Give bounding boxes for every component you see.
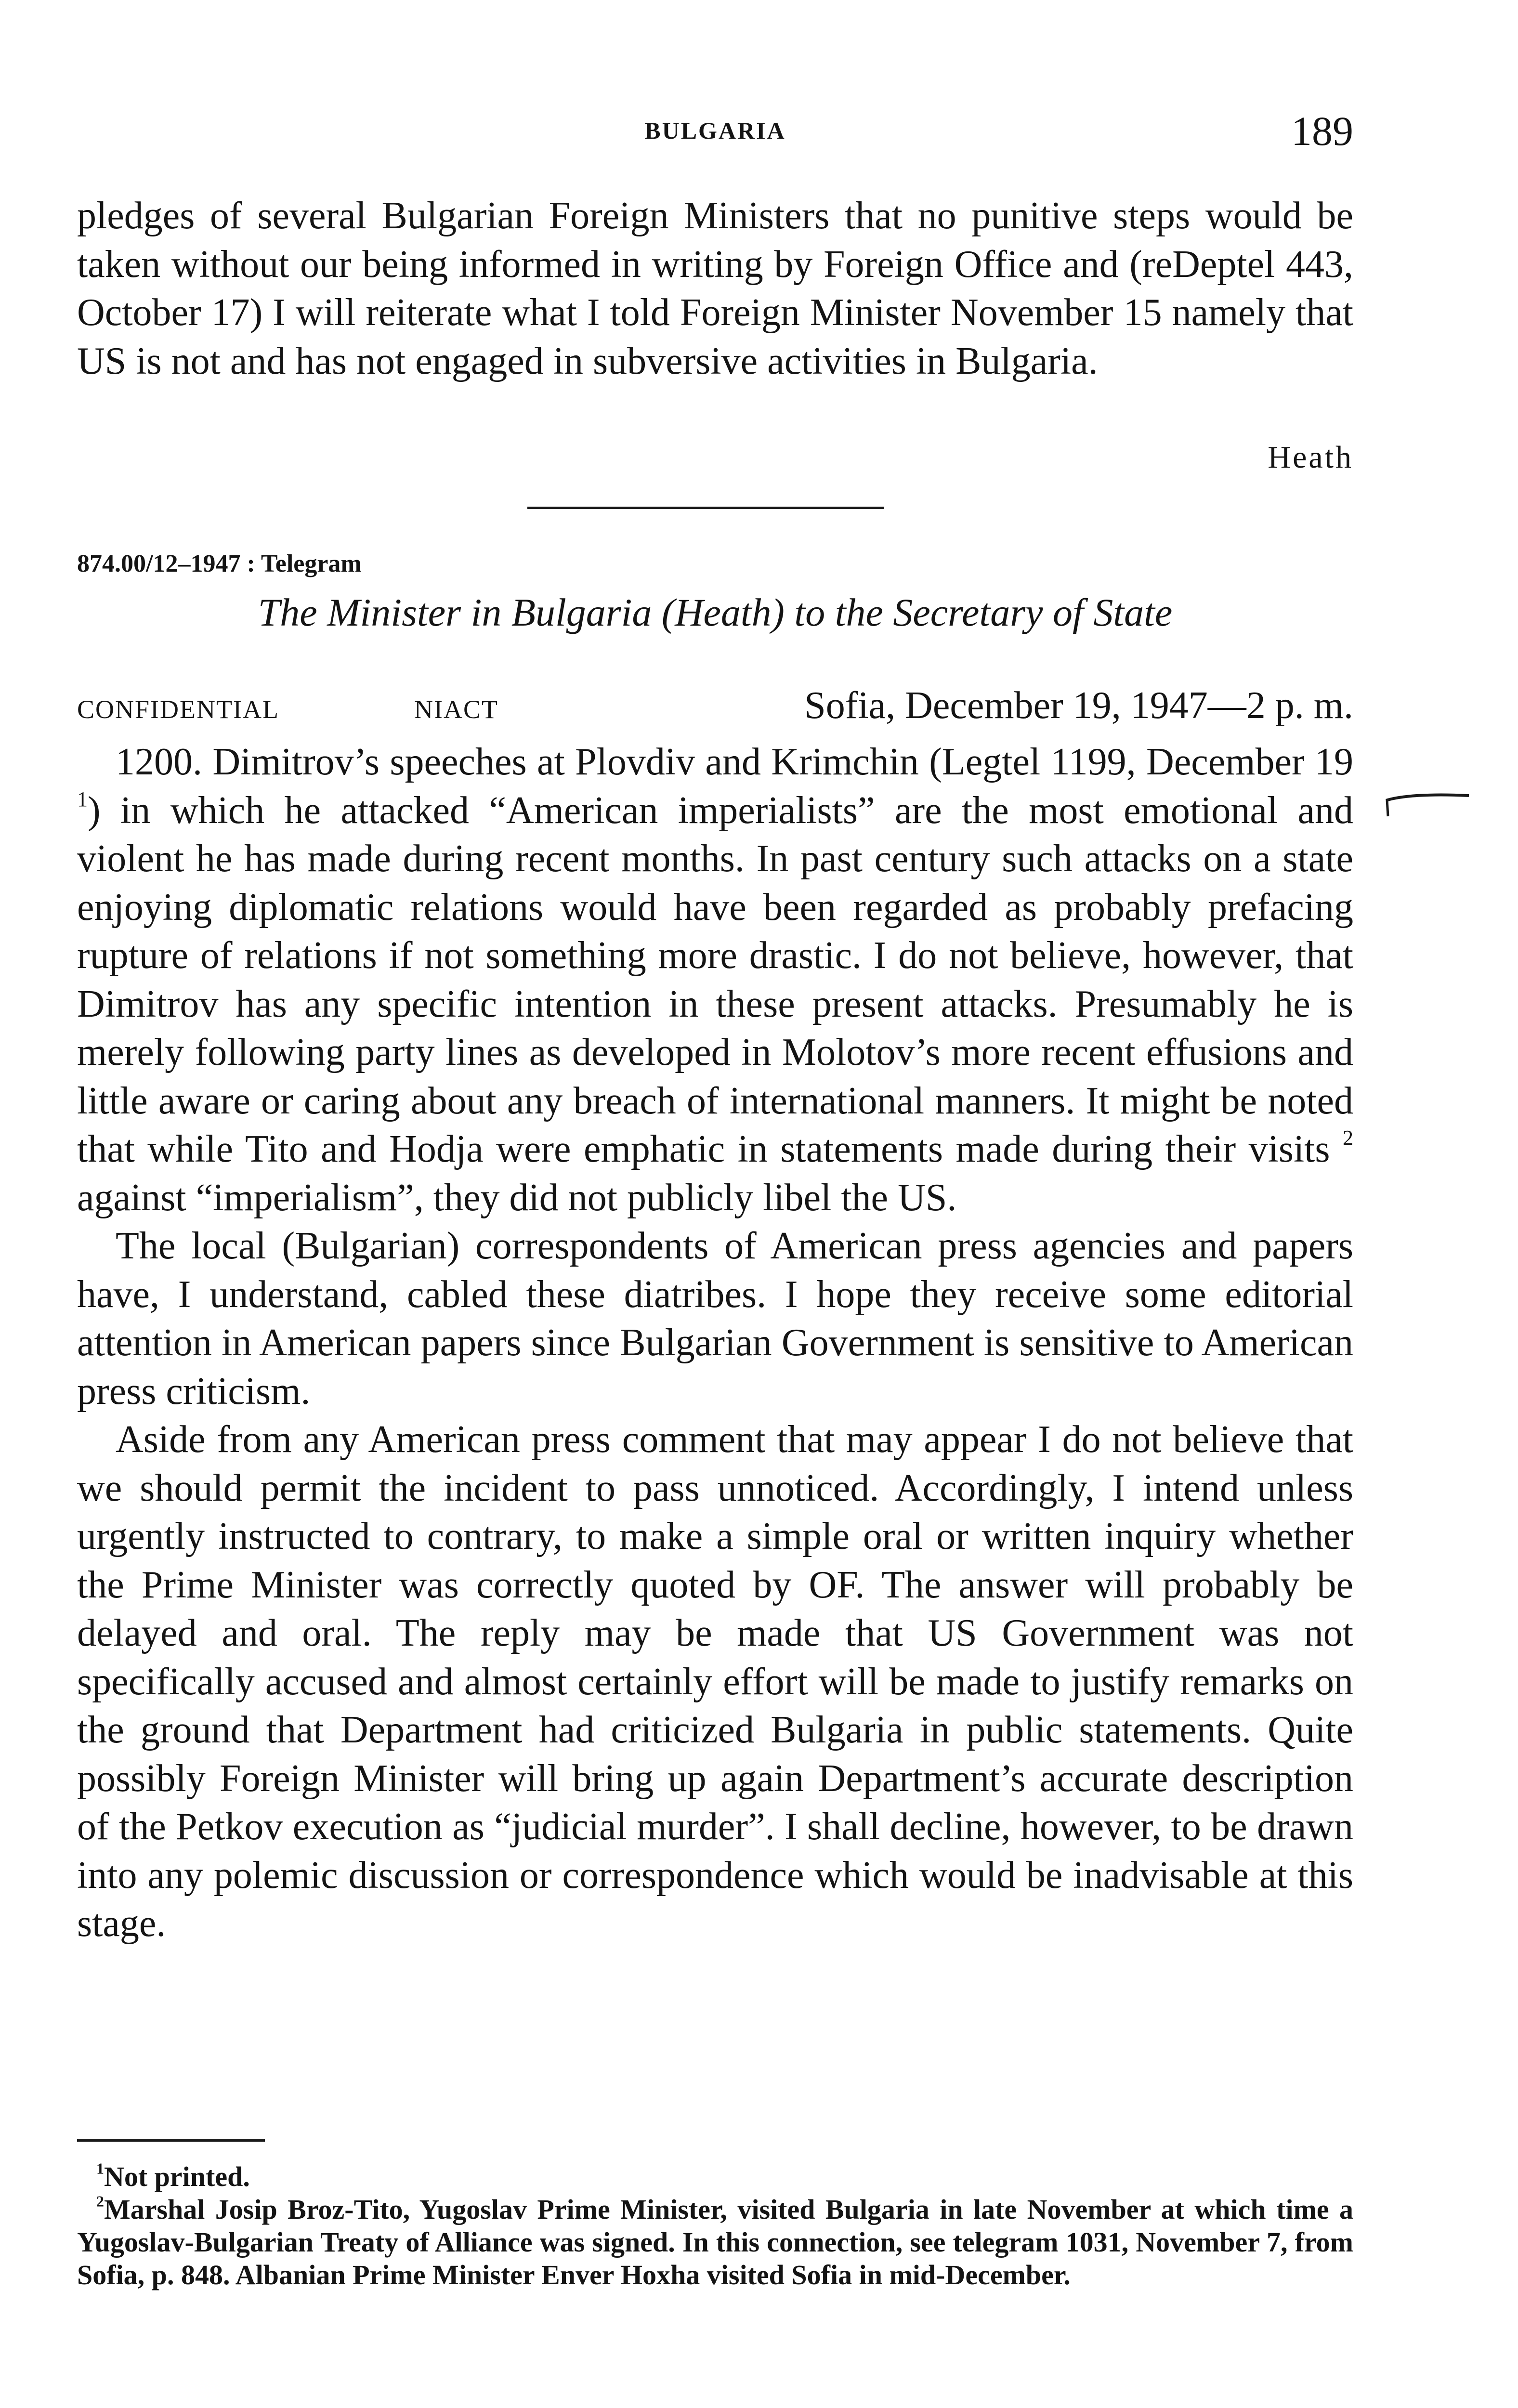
document-heading: The Minister in Bulgaria (Heath) to the Secretary of State	[258, 590, 1173, 634]
running-head	[77, 107, 1353, 160]
paragraph-1-text-a: 1200. Dimitrov’s speeches at Plovdiv and Krimchin (Legtel 1199, December 19	[116, 741, 1353, 783]
footnote-1-number: 1	[96, 2160, 104, 2177]
footnotes	[77, 2160, 1353, 2291]
telegram-paragraph-1	[77, 738, 1353, 1222]
footnote-ref-2: 2	[1343, 1125, 1353, 1150]
priority-label: NIACT	[414, 695, 498, 724]
carryover-block	[77, 192, 1353, 385]
telegram-body	[77, 738, 1353, 1948]
dateline: Sofia, December 19, 1947—2 p. m.	[804, 684, 1353, 727]
section-divider	[527, 507, 884, 509]
signature: Heath	[1268, 440, 1353, 475]
footnote-divider	[77, 2139, 265, 2142]
telegram-paragraph-2: The local (Bulgarian) correspondents of American press agencies and papers have, I understand, cabled these diatribes. I hope they receive some editorial attention in American papers since Bulgarian Government is sensitive to American press criticism.	[77, 1225, 1353, 1413]
classification-label: CONFIDENTIAL	[77, 695, 279, 724]
footnote-2-number: 2	[96, 2193, 104, 2210]
footnote-2	[77, 2193, 1353, 2291]
paragraph-1-text-c: against “imperialism”, they did not publicly libel the US.	[77, 1176, 957, 1219]
telegram-paragraph-3: Aside from any American press comment that may appear I do not believe that we should permit the incident to pass unnoticed. Accordingly, I intend unless urgently instructed to contrary, to make a simple oral or written inquiry whether the Prime Minister was correctly quoted by OF. The answer will probably be delayed and oral. The reply may be made that US Government was not specifically accused and almost certainly effort will be made to justify remarks on the ground that Department had criticized Bulgaria in public statements. Quite possibly Foreign Minister will bring up again Department’s accurate description of the Petkov execution as “judicial murder”. I shall decline, however, to be drawn into any polemic discussion or correspondence which would be inadvisable at this stage.	[77, 1418, 1353, 1945]
footnote-1-text: Not printed.	[104, 2161, 250, 2192]
footnote-2-text: Marshal Josip Broz-Tito, Yugoslav Prime Minister, visited Bulgaria in late November at which time a Yugoslav-Bulgarian Treaty of Alliance was signed. In this connection, see telegram 1031, November 7, from Sofia, p. 848. Albanian Prime Minister Enver Hoxha visited Sofia in mid-December.	[77, 2194, 1353, 2290]
footnote-1	[77, 2160, 1353, 2193]
classification-row	[77, 684, 1353, 732]
footnote-ref-1: 1	[77, 787, 88, 811]
running-head-title: BULGARIA	[644, 117, 786, 144]
file-reference: 874.00/12–1947 : Telegram	[77, 550, 362, 577]
paragraph-1-text-b: ) in which he attacked “American imperialists” are the most emotional and violent he has made during recent months. In past century such attacks on a state enjoying diplomatic relations would have been regarded as probably prefacing rupture of relations if not something more drastic. I do not believe, however, that Dimitrov has any specific intention in these present attacks. Presumably he is merely following party lines as developed in Molotov’s more recent effusions and little aware or caring about any breach of international manners. It might be noted that while Tito and Hodja were emphatic in statements made during their visits	[77, 789, 1353, 1170]
page-number: 189	[1291, 108, 1353, 154]
margin-annotation-mark	[1382, 790, 1474, 819]
carryover-paragraph: pledges of several Bulgarian Foreign Ministers that no punitive steps would be taken without our being informed in writing by Foreign Office and (reDeptel 443, October 17) I will reiterate what I told Foreign Minister November 15 namely that US is not and has not engaged in subversive activities in Bulgaria.	[77, 195, 1353, 382]
